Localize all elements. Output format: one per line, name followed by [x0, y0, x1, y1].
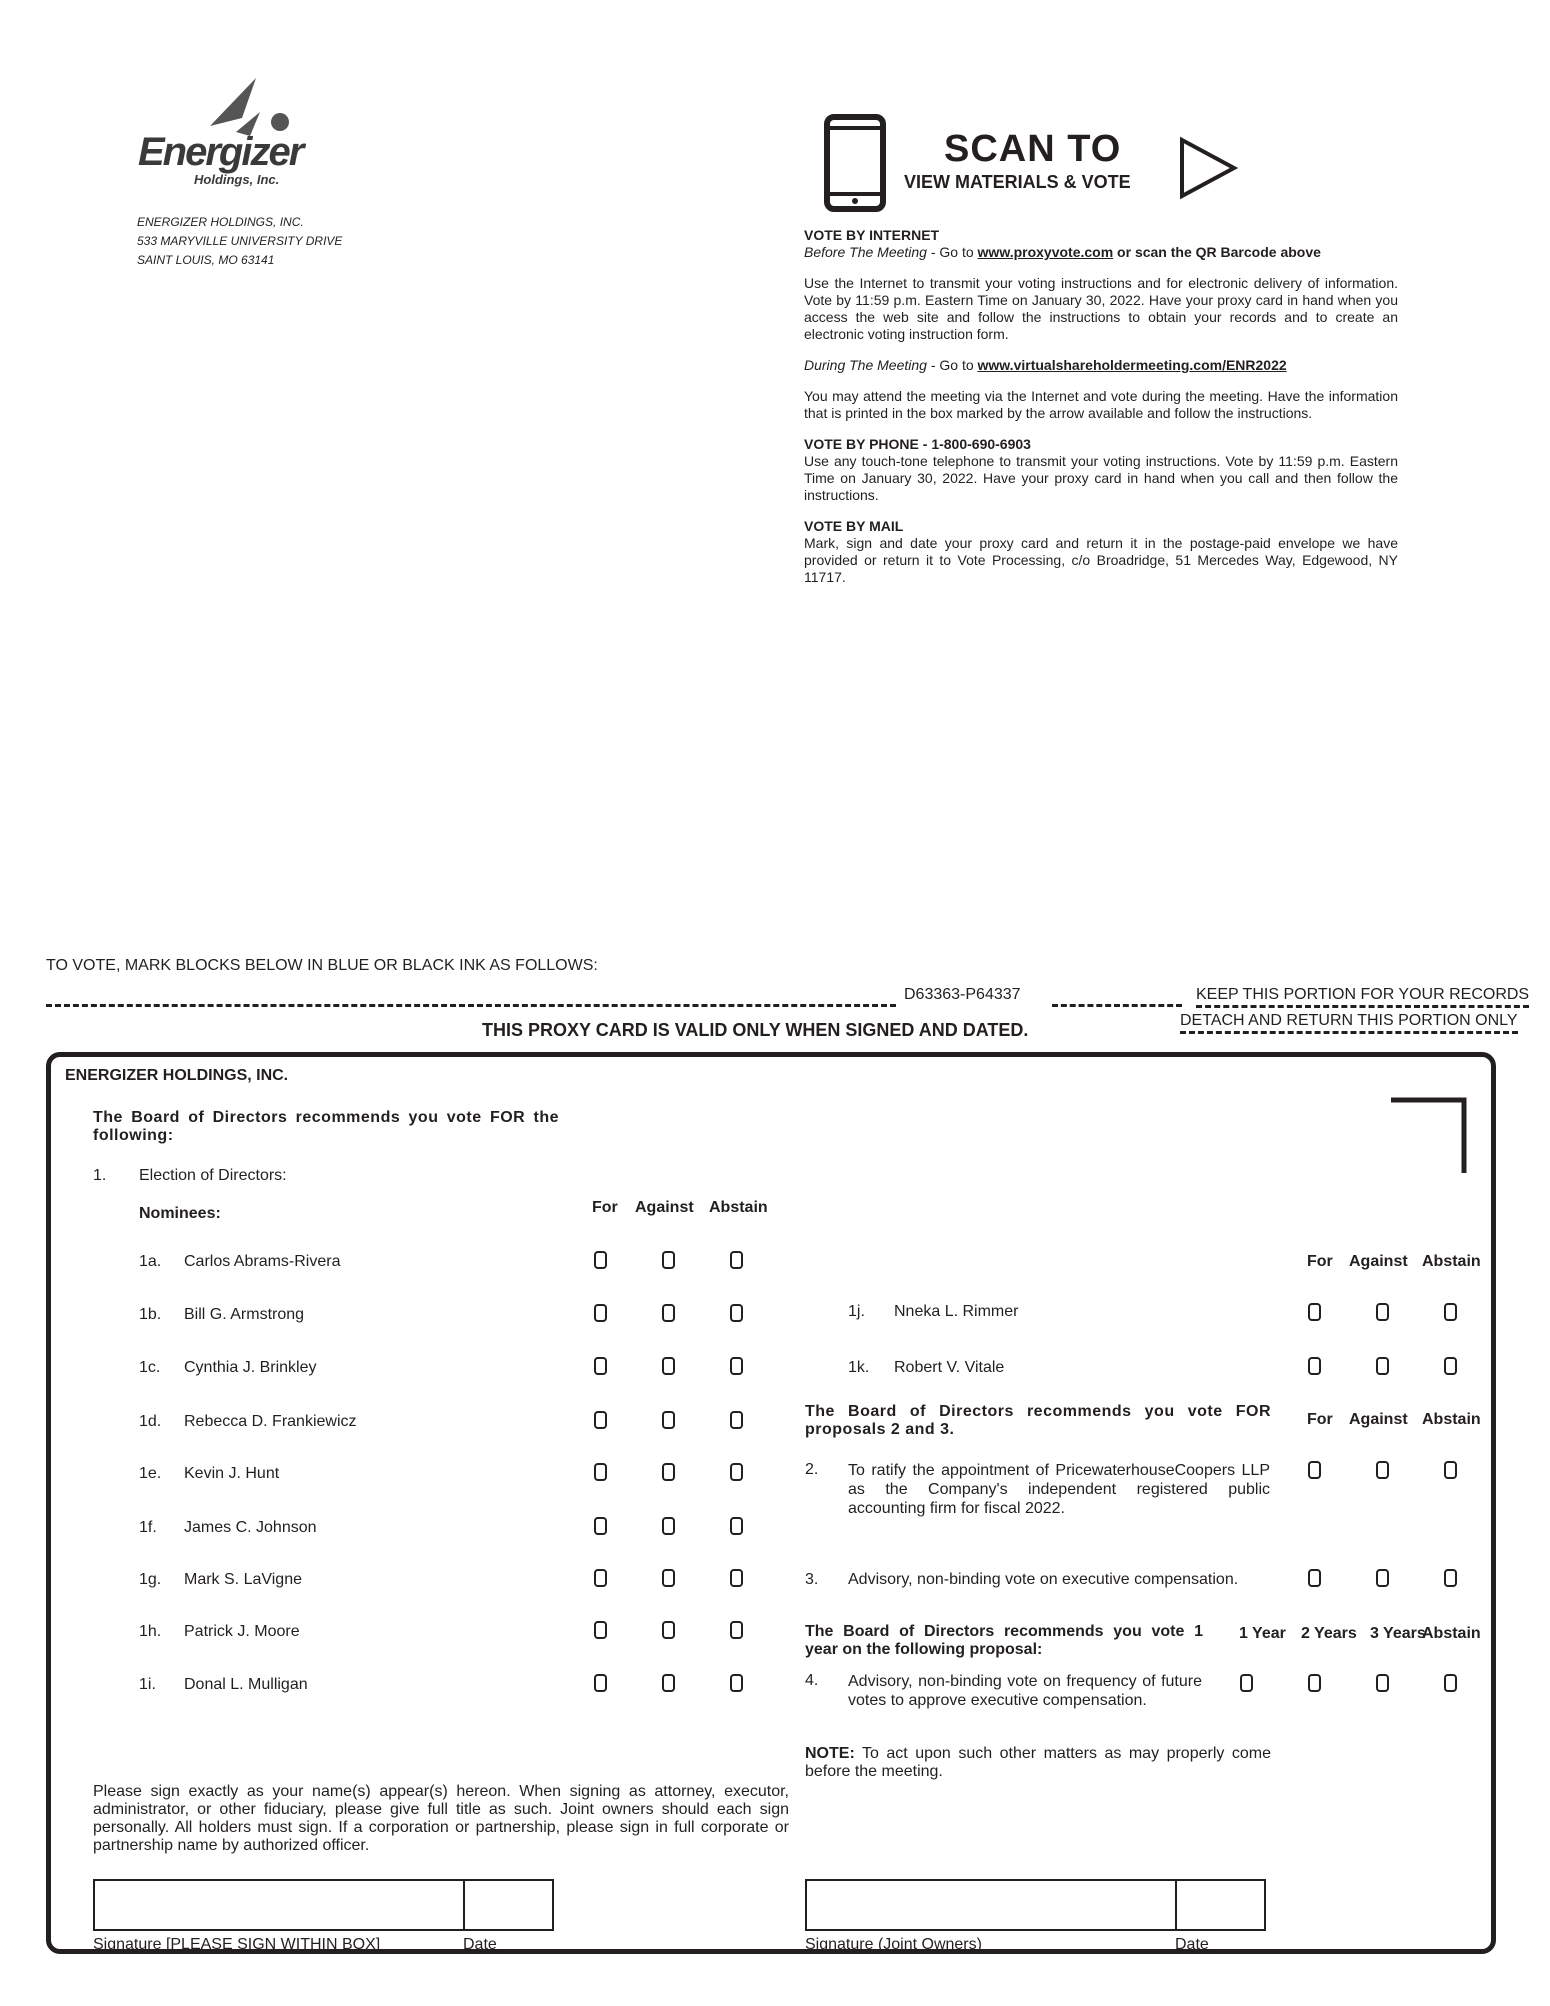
- checkbox-1g-abstain[interactable]: [730, 1569, 743, 1587]
- mail-text: Mark, sign and date your proxy card and return it in the postage-paid envelope we have provided or return it to Vote Processing, c/o Broadridge, 51 Mercedes Way, Edgewood, NY 11717.: [804, 535, 1398, 585]
- nominee-name: Carlos Abrams-Rivera: [184, 1253, 341, 1270]
- checkbox-1f-for[interactable]: [594, 1517, 607, 1535]
- internet-heading: VOTE BY INTERNET: [804, 227, 940, 243]
- checkbox-3-against[interactable]: [1376, 1569, 1389, 1587]
- col-for-left: For: [592, 1199, 618, 1216]
- address-line-3: SAINT LOUIS, MO 63141: [137, 253, 275, 267]
- internet-text: Use the Internet to transmit your voting instructions and for electronic delivery of information. Vote by 11:59 p.m. Eastern Time on January 30, 2022. Have your proxy card in hand when you access the web site and follow the instructions to obtain your records and to create an electronic voting instruction form.: [804, 275, 1398, 342]
- date-box[interactable]: [463, 1879, 554, 1931]
- checkbox-1g-against[interactable]: [662, 1569, 675, 1587]
- nominee-number: 1i.: [139, 1676, 156, 1693]
- nominee-name: Donal L. Mulligan: [184, 1676, 308, 1693]
- keep-portion-label: KEEP THIS PORTION FOR YOUR RECORDS: [1196, 986, 1529, 1008]
- joint-date-box[interactable]: [1175, 1879, 1266, 1931]
- internet-before-line: [804, 244, 1398, 261]
- checkbox-4-1year[interactable]: [1240, 1674, 1253, 1692]
- nominee-number: 1k.: [848, 1359, 870, 1376]
- card-company-name: ENERGIZER HOLDINGS, INC.: [65, 1067, 289, 1084]
- scan-subtitle: VIEW MATERIALS & VOTE: [904, 172, 1131, 192]
- checkbox-1h-against[interactable]: [662, 1621, 675, 1639]
- col-for-right: For: [1307, 1253, 1333, 1270]
- signature-label: Signature [PLEASE SIGN WITHIN BOX]: [93, 1936, 381, 1953]
- address-line-2: 533 MARYVILLE UNIVERSITY DRIVE: [137, 234, 343, 248]
- col-1-year: 1 Year: [1239, 1625, 1286, 1642]
- proposal-2-number: 2.: [805, 1461, 819, 1478]
- board-recommendation-1: The Board of Directors recommends you vote FOR the following:: [93, 1109, 559, 1144]
- nominee-name: Cynthia J. Brinkley: [184, 1359, 317, 1376]
- checkbox-2-abstain[interactable]: [1444, 1461, 1457, 1479]
- proxyvote-link[interactable]: www.proxyvote.com: [977, 244, 1114, 260]
- checkbox-1d-for[interactable]: [594, 1411, 607, 1429]
- nominee-number: 1d.: [139, 1413, 162, 1430]
- virtual-meeting-link[interactable]: www.virtualshareholdermeeting.com/ENR2022: [977, 357, 1287, 373]
- detach-line-left: [46, 1004, 896, 1007]
- control-code: D63363-P64337: [904, 986, 1021, 1003]
- note-label: NOTE:: [805, 1745, 855, 1762]
- checkbox-1b-against[interactable]: [662, 1304, 675, 1322]
- nominee-number: 1h.: [139, 1623, 162, 1640]
- proxy-card: [46, 1052, 1496, 1954]
- col-3-years: 3 Years: [1370, 1625, 1426, 1642]
- checkbox-1d-against[interactable]: [662, 1411, 675, 1429]
- scan-title: SCAN TO: [944, 128, 1122, 170]
- col-abstain-right: Abstain: [1422, 1253, 1481, 1270]
- signature-box[interactable]: [93, 1879, 465, 1931]
- checkbox-1j-abstain[interactable]: [1444, 1303, 1457, 1321]
- checkbox-1h-for[interactable]: [594, 1621, 607, 1639]
- col-abstain-frequency: Abstain: [1422, 1625, 1481, 1642]
- nominee-number: 1b.: [139, 1306, 162, 1323]
- checkbox-1b-for[interactable]: [594, 1304, 607, 1322]
- checkbox-4-2years[interactable]: [1308, 1674, 1321, 1692]
- checkbox-1a-abstain[interactable]: [730, 1251, 743, 1269]
- board-recommendation-3: The Board of Directors recommends you vote 1 year on the following proposal:: [805, 1623, 1203, 1658]
- joint-date-label: Date: [1175, 1936, 1209, 1953]
- proposal-3-number: 3.: [805, 1571, 819, 1588]
- voting-instructions: [804, 227, 1398, 600]
- col-2-years: 2 Years: [1301, 1625, 1357, 1642]
- checkbox-1f-against[interactable]: [662, 1517, 675, 1535]
- checkbox-1i-for[interactable]: [594, 1674, 607, 1692]
- checkbox-1h-abstain[interactable]: [730, 1621, 743, 1639]
- checkbox-4-3years[interactable]: [1376, 1674, 1389, 1692]
- during-meeting-line: [804, 357, 1398, 374]
- checkbox-1d-abstain[interactable]: [730, 1411, 743, 1429]
- corner-bracket-icon: [1389, 1097, 1469, 1177]
- item1-number: 1.: [93, 1167, 107, 1184]
- nominee-number: 1c.: [139, 1359, 161, 1376]
- phone-text: Use any touch-tone telephone to transmit your voting instructions. Vote by 11:59 p.m. Eastern Time on January 30, 2022. Have your proxy card in hand when you call and then follow the instructions.: [804, 453, 1398, 503]
- nominee-number: 1f.: [139, 1519, 157, 1536]
- checkbox-1k-for[interactable]: [1308, 1357, 1321, 1375]
- checkbox-3-abstain[interactable]: [1444, 1569, 1457, 1587]
- checkbox-1e-abstain[interactable]: [730, 1463, 743, 1481]
- checkbox-1a-for[interactable]: [594, 1251, 607, 1269]
- item1-label: Election of Directors:: [139, 1167, 287, 1184]
- valid-notice: THIS PROXY CARD IS VALID ONLY WHEN SIGNED AND DATED.: [482, 1020, 1029, 1040]
- joint-signature-box[interactable]: [805, 1879, 1177, 1931]
- checkbox-1c-against[interactable]: [662, 1357, 675, 1375]
- sign-instructions: Please sign exactly as your name(s) appear(s) hereon. When signing as attorney, executor, administrator, or other fiduciary, please give full title as such. Joint owners should each sign personally. All holders must sign. If a corporation or partnership, please sign in full corporate or partnership name by authorized officer.: [93, 1783, 789, 1854]
- nominee-name: James C. Johnson: [184, 1519, 317, 1536]
- checkbox-1e-against[interactable]: [662, 1463, 675, 1481]
- goto-text: - Go to: [926, 244, 978, 260]
- during-meeting-text: You may attend the meeting via the Internet and vote during the meeting. Have the information that is printed in the box marked by the arrow available and follow the instructions.: [804, 388, 1398, 421]
- col-abstain-left: Abstain: [709, 1199, 768, 1216]
- checkbox-1j-for[interactable]: [1308, 1303, 1321, 1321]
- nominee-name: Nneka L. Rimmer: [894, 1303, 1019, 1320]
- joint-signature-label: Signature (Joint Owners): [805, 1936, 982, 1953]
- detach-line-right: [1052, 1004, 1182, 1007]
- checkbox-1k-abstain[interactable]: [1444, 1357, 1457, 1375]
- checkbox-1b-abstain[interactable]: [730, 1304, 743, 1322]
- nominee-name: Kevin J. Hunt: [184, 1465, 280, 1482]
- nominee-number: 1j.: [848, 1303, 865, 1320]
- nominee-number: 1e.: [139, 1465, 162, 1482]
- checkbox-3-for[interactable]: [1308, 1569, 1321, 1587]
- note: [805, 1745, 1271, 1781]
- during-meeting-label: During The Meeting: [804, 357, 927, 373]
- checkbox-1i-abstain[interactable]: [730, 1674, 743, 1692]
- date-label: Date: [463, 1936, 497, 1953]
- col-against-right: Against: [1349, 1253, 1408, 1270]
- nominee-name: Patrick J. Moore: [184, 1623, 300, 1640]
- checkbox-1a-against[interactable]: [662, 1251, 675, 1269]
- logo-subtitle: Holdings, Inc.: [194, 172, 280, 187]
- phone-heading: VOTE BY PHONE - 1-800-690-6903: [804, 436, 1031, 452]
- col-against-left: Against: [635, 1199, 694, 1216]
- address-line-1: ENERGIZER HOLDINGS, INC.: [137, 215, 304, 229]
- proposal-2-text: To ratify the appointment of PricewaterhouseCoopers LLP as the Company's independent registered public accounting firm for fiscal 2022.: [848, 1462, 1270, 1517]
- checkbox-4-abstain[interactable]: [1444, 1674, 1457, 1692]
- logo-wordmark: Energizer: [138, 130, 303, 174]
- proposal-4-text: Advisory, non-binding vote on frequency of future votes to approve executive compensation.: [848, 1673, 1202, 1709]
- board-recommendation-2: The Board of Directors recommends you vote FOR proposals 2 and 3.: [805, 1403, 1271, 1438]
- nominees-label: Nominees:: [139, 1205, 221, 1222]
- nominee-number: 1a.: [139, 1253, 162, 1270]
- play-arrow-icon: [1178, 136, 1240, 200]
- company-logo: [138, 76, 303, 187]
- col-for-proposals: For: [1307, 1411, 1333, 1428]
- phone-icon: [824, 114, 886, 212]
- nominee-number: 1g.: [139, 1571, 162, 1588]
- checkbox-2-against[interactable]: [1376, 1461, 1389, 1479]
- goto-text-2: - Go to: [926, 357, 978, 373]
- nominee-name: Rebecca D. Frankiewicz: [184, 1413, 357, 1430]
- note-text: To act upon such other matters as may properly come before the meeting.: [805, 1745, 1271, 1780]
- proposal-4-number: 4.: [805, 1672, 819, 1689]
- nominee-name: Bill G. Armstrong: [184, 1306, 305, 1323]
- col-abstain-proposals: Abstain: [1422, 1411, 1481, 1428]
- checkbox-1g-for[interactable]: [594, 1569, 607, 1587]
- qr-barcode-text: or scan the QR Barcode above: [1113, 244, 1321, 260]
- mail-heading: VOTE BY MAIL: [804, 518, 904, 534]
- checkbox-1e-for[interactable]: [594, 1463, 607, 1481]
- mark-blocks-instruction: TO VOTE, MARK BLOCKS BELOW IN BLUE OR BLACK INK AS FOLLOWS:: [46, 957, 598, 974]
- nominee-name: Robert V. Vitale: [894, 1359, 1005, 1376]
- company-address: [137, 213, 342, 270]
- checkbox-2-for[interactable]: [1308, 1461, 1321, 1479]
- checkbox-1c-for[interactable]: [594, 1357, 607, 1375]
- checkbox-1c-abstain[interactable]: [730, 1357, 743, 1375]
- nominee-name: Mark S. LaVigne: [184, 1571, 302, 1588]
- checkbox-1j-against[interactable]: [1376, 1303, 1389, 1321]
- checkbox-1k-against[interactable]: [1376, 1357, 1389, 1375]
- checkbox-1f-abstain[interactable]: [730, 1517, 743, 1535]
- checkbox-1i-against[interactable]: [662, 1674, 675, 1692]
- before-meeting-label: Before The Meeting: [804, 244, 927, 260]
- proposal-3-text: Advisory, non-binding vote on executive compensation.: [848, 1571, 1239, 1588]
- col-against-proposals: Against: [1349, 1411, 1408, 1428]
- detach-portion-label: DETACH AND RETURN THIS PORTION ONLY: [1180, 1012, 1518, 1034]
